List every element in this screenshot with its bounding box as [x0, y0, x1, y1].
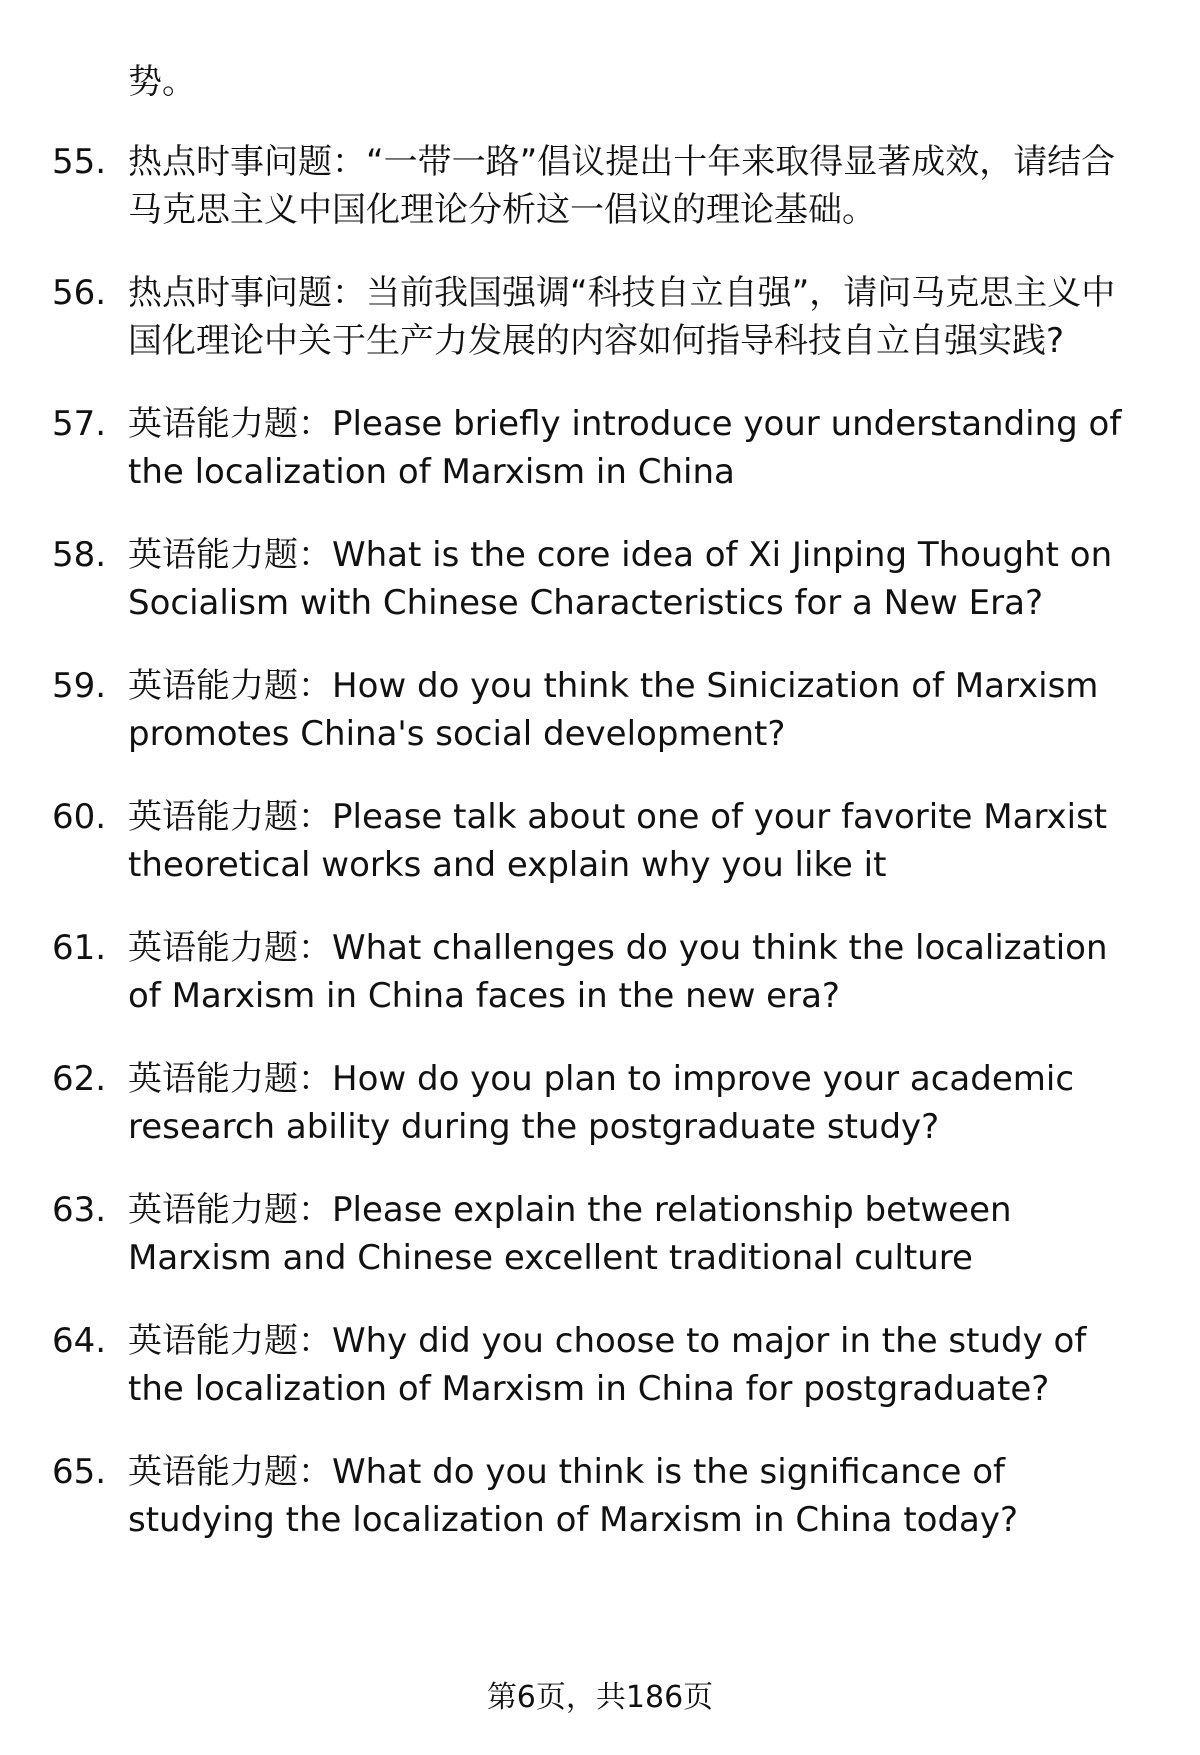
question-item-63 — [0, 1186, 1200, 1282]
question-text: 英语能力题：Please briefly introduce your understanding of the localization of Marxism in China — [128, 404, 1122, 492]
question-text: 英语能力题：What is the core idea of Xi Jinping Thought on Socialism with Chinese Characteristics for a New Era? — [128, 535, 1113, 623]
question-item-56 — [0, 269, 1200, 365]
question-number: 65. — [52, 1452, 107, 1492]
question-text: 英语能力题：How do you plan to improve your academic research ability during the postgraduate study? — [128, 1059, 1075, 1147]
question-item-55 — [0, 138, 1200, 234]
question-text: 英语能力题：How do you think the Sinicization of Marxism promotes China's social development? — [128, 666, 1099, 754]
question-item-59 — [0, 662, 1200, 758]
question-number: 57. — [52, 404, 107, 444]
question-number: 60. — [52, 797, 107, 837]
question-item-60 — [0, 793, 1200, 889]
question-item-65 — [0, 1448, 1200, 1544]
question-item-61 — [0, 924, 1200, 1020]
question-number: 55. — [52, 142, 107, 182]
question-number: 56. — [52, 273, 107, 313]
question-item-58 — [0, 531, 1200, 627]
question-item-64 — [0, 1317, 1200, 1413]
question-item-57 — [0, 400, 1200, 496]
continuation-text: 势。 — [128, 62, 196, 102]
question-text: 英语能力题：Please explain the relationship between Marxism and Chinese excellent traditional culture — [128, 1190, 1012, 1278]
question-number: 59. — [52, 666, 107, 706]
question-number: 64. — [52, 1321, 107, 1361]
question-text: 英语能力题：Why did you choose to major in the study of the localization of Marxism in China for postgraduate? — [128, 1321, 1087, 1409]
question-number: 58. — [52, 535, 107, 575]
question-text: 热点时事问题：“一带一路”倡议提出十年来取得显著成效，请结合马克思主义中国化理论分析这一倡议的理论基础。 — [128, 142, 1116, 230]
question-list — [0, 138, 1200, 1579]
question-number: 62. — [52, 1059, 107, 1099]
question-item-62 — [0, 1055, 1200, 1151]
question-text: 热点时事问题：当前我国强调“科技自立自强”，请问马克思主义中国化理论中关于生产力发展的内容如何指导科技自立自强实践? — [128, 273, 1116, 361]
question-number: 63. — [52, 1190, 107, 1230]
question-text: 英语能力题：What do you think is the significance of studying the localization of Marxism in China today? — [128, 1452, 1019, 1540]
question-text: 英语能力题：What challenges do you think the localization of Marxism in China faces in the new era? — [128, 928, 1108, 1016]
question-text: 英语能力题：Please talk about one of your favorite Marxist theoretical works and explain why you like it — [128, 797, 1108, 885]
page-footer: 第6页，共186页 — [486, 1680, 714, 1715]
question-number: 61. — [52, 928, 107, 968]
